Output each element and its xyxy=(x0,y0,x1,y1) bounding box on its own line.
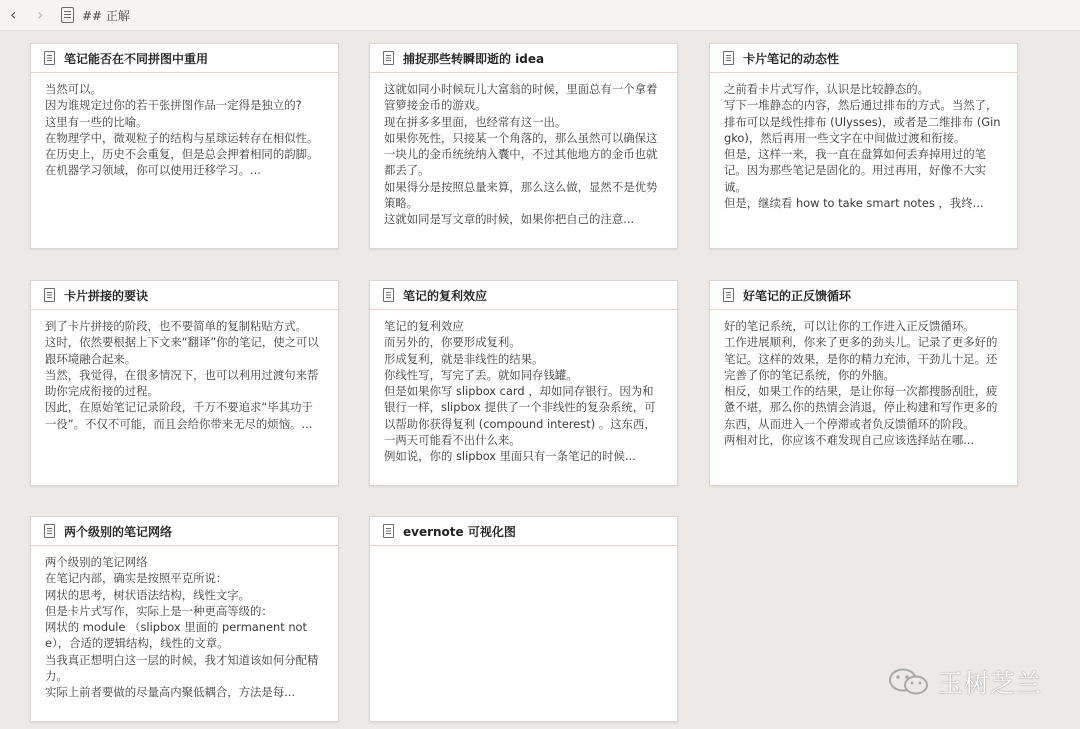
excerpt-line: 在物理学中，微观粒子的结构与星球运转存在相似性。 xyxy=(45,130,319,145)
wechat-icon xyxy=(888,668,932,696)
excerpt-line: 而另外的，你要形成复利。 xyxy=(384,335,521,350)
note-icon xyxy=(44,288,55,302)
note-card[interactable] xyxy=(30,516,339,722)
card-excerpt xyxy=(710,73,1017,211)
excerpt-line: 笔记的复利效应 xyxy=(384,319,464,333)
excerpt-line: 之前看卡片式写作，认识是比较静态的。 xyxy=(724,82,930,96)
excerpt-line: 当然可以。 xyxy=(45,82,102,96)
excerpt-line: 这就如同小时候玩儿大富翁的时候，里面总有一个拿着管箩接金币的游戏。 xyxy=(384,82,658,113)
card-header xyxy=(710,44,1017,73)
card-title: 卡片笔记的动态性 xyxy=(743,52,840,66)
breadcrumb: ## 正解 xyxy=(82,9,130,23)
excerpt-line: 这就如同是写文章的时候，如果你把自己的注意... xyxy=(384,212,635,227)
excerpt-line: 网状的思考，树状语法结构，线性文字。 xyxy=(45,587,251,602)
excerpt-line: 你线性写，写完了丢。就如同存钱罐。 xyxy=(384,367,578,382)
excerpt-line: 当我真正想明白这一层的时候，我才知道该如何分配精力。 xyxy=(45,652,319,684)
card-header xyxy=(31,281,338,310)
excerpt-line: 因此，在原始笔记记录阶段，千万不要追求“毕其功于一役”。不仅不可能，而且会给你带来无尽的烦恼。... xyxy=(45,400,313,431)
card-excerpt xyxy=(31,73,338,179)
excerpt-line: 如果得分是按照总量来算，那么这么做，显然不是优势策略。 xyxy=(384,179,658,211)
back-button[interactable]: ‹ xyxy=(10,5,17,24)
excerpt-line: 实际上前者要做的尽量高内聚低耦合，方法是每... xyxy=(45,685,296,700)
card-title: 笔记能否在不同拼图中重用 xyxy=(64,52,209,66)
card-title: evernote 可视化图 xyxy=(403,525,516,539)
note-card[interactable] xyxy=(709,43,1018,249)
excerpt-line: 这里有一些的比喻。 xyxy=(45,114,148,129)
excerpt-line: 相反，如果工作的结果，是让你每一次都搜肠刮肚，疲惫不堪，那么你的热情会消退，停止构建和写作更多的东西，从而进入一个停滞或者负反馈循环的阶段。 xyxy=(724,384,998,431)
card-header xyxy=(31,44,338,73)
note-icon xyxy=(723,288,734,302)
card-title: 两个级别的笔记网络 xyxy=(64,525,173,539)
toolbar xyxy=(0,0,1080,31)
note-icon xyxy=(44,524,55,538)
note-card[interactable] xyxy=(369,516,678,722)
card-excerpt xyxy=(370,546,677,554)
card-header xyxy=(710,281,1017,310)
card-header xyxy=(370,44,677,73)
excerpt-line: 这时，依然要根据上下文来“翻译”你的笔记，使之可以跟环境融合起来。 xyxy=(45,335,319,366)
excerpt-line: 但是，继续看 how to take smart notes ，我终... xyxy=(724,196,984,211)
excerpt-line: 当然，我觉得，在很多情况下，也可以利用过渡句来帮助你完成衔接的过程。 xyxy=(45,367,319,399)
card-excerpt xyxy=(370,310,677,465)
note-card[interactable] xyxy=(369,43,678,249)
card-title: 卡片拼接的要诀 xyxy=(64,289,149,303)
excerpt-line: 到了卡片拼接的阶段，也不要简单的复制粘贴方式。 xyxy=(45,319,307,333)
card-excerpt xyxy=(31,310,338,432)
card-excerpt xyxy=(710,310,1017,448)
note-card[interactable] xyxy=(30,280,339,486)
forward-button[interactable]: › xyxy=(37,5,44,24)
excerpt-line: 例如说，你的 slipbox 里面只有一条笔记的时候... xyxy=(384,449,636,464)
note-icon xyxy=(383,288,394,302)
excerpt-line: 但是卡片式写作，实际上是一种更高等级的： xyxy=(45,603,273,618)
card-title: 捕捉那些转瞬即逝的 idea xyxy=(403,52,545,66)
excerpt-line: 在历史上，历史不会重复，但是总会押着相同的韵脚。 xyxy=(45,147,319,162)
excerpt-line: 但是，这样一来，我一直在盘算如何丢弃掉用过的笔记。因为那些笔记是固化的。用过再用，好像不大实诚。 xyxy=(724,147,986,194)
excerpt-line: 如果你死性，只接某一个角落的，那么虽然可以确保这一块儿的金币统统纳入囊中，不过其他地方的金币也就都丢了。 xyxy=(384,130,658,178)
excerpt-line: 在机器学习领域，你可以使用迁移学习。... xyxy=(45,163,261,178)
excerpt-line: 因为谁规定过你的若干张拼图作品一定得是独立的? xyxy=(45,98,302,113)
card-header xyxy=(370,281,677,310)
note-card[interactable] xyxy=(709,280,1018,486)
excerpt-line: 网状的 module （slipbox 里面的 permanent note），合适的逻辑结构，线性的文章。 xyxy=(45,620,307,651)
card-title: 好笔记的正反馈循环 xyxy=(743,289,852,303)
card-header xyxy=(31,517,338,546)
excerpt-line: 在笔记内部，确实是按照平克所说： xyxy=(45,571,228,586)
excerpt-line: 好的笔记系统，可以让你的工作进入正反馈循环。 xyxy=(724,319,975,333)
note-card[interactable] xyxy=(369,280,678,486)
excerpt-line: 工作进展顺利，你来了更多的劲头儿。记录了更多好的笔记。这样的效果，是你的精力充沛，干劲儿十足。还完善了你的笔记系统，你的外脑。 xyxy=(724,335,998,382)
excerpt-line: 写下一堆静态的内容，然后通过排布的方式。当然了，排布可以是线性排布 (Ulysses)，或者是二维排布 (Gingko)，然后再用一些文字在中间做过渡和衔接。 xyxy=(724,98,1001,145)
card-excerpt xyxy=(31,546,338,701)
card-title: 笔记的复利效应 xyxy=(403,289,488,303)
note-card[interactable] xyxy=(30,43,339,249)
excerpt-line: 但是如果你写 slipbox card ，却如同存银行。因为和银行一样，slipbox 提供了一个非线性的复杂系统，可以帮助你获得复利 (compound interest) 。这东西，一两天可能看不出什么来。 xyxy=(384,384,656,448)
note-icon xyxy=(44,51,55,65)
note-icon xyxy=(383,51,394,65)
excerpt-line: 现在拼多多里面，也经常有这一出。 xyxy=(384,114,567,129)
card-excerpt xyxy=(370,73,677,228)
excerpt-line: 形成复利，就是非线性的结果。 xyxy=(384,351,544,366)
card-header xyxy=(370,517,677,546)
watermark-text: 玉树芝兰 xyxy=(938,669,1043,698)
document-icon xyxy=(61,7,74,23)
note-icon xyxy=(383,524,394,538)
excerpt-line: 两个级别的笔记网络 xyxy=(45,555,148,569)
note-icon xyxy=(723,51,734,65)
excerpt-line: 两相对比，你应该不难发现自己应该选择站在哪... xyxy=(724,433,975,448)
